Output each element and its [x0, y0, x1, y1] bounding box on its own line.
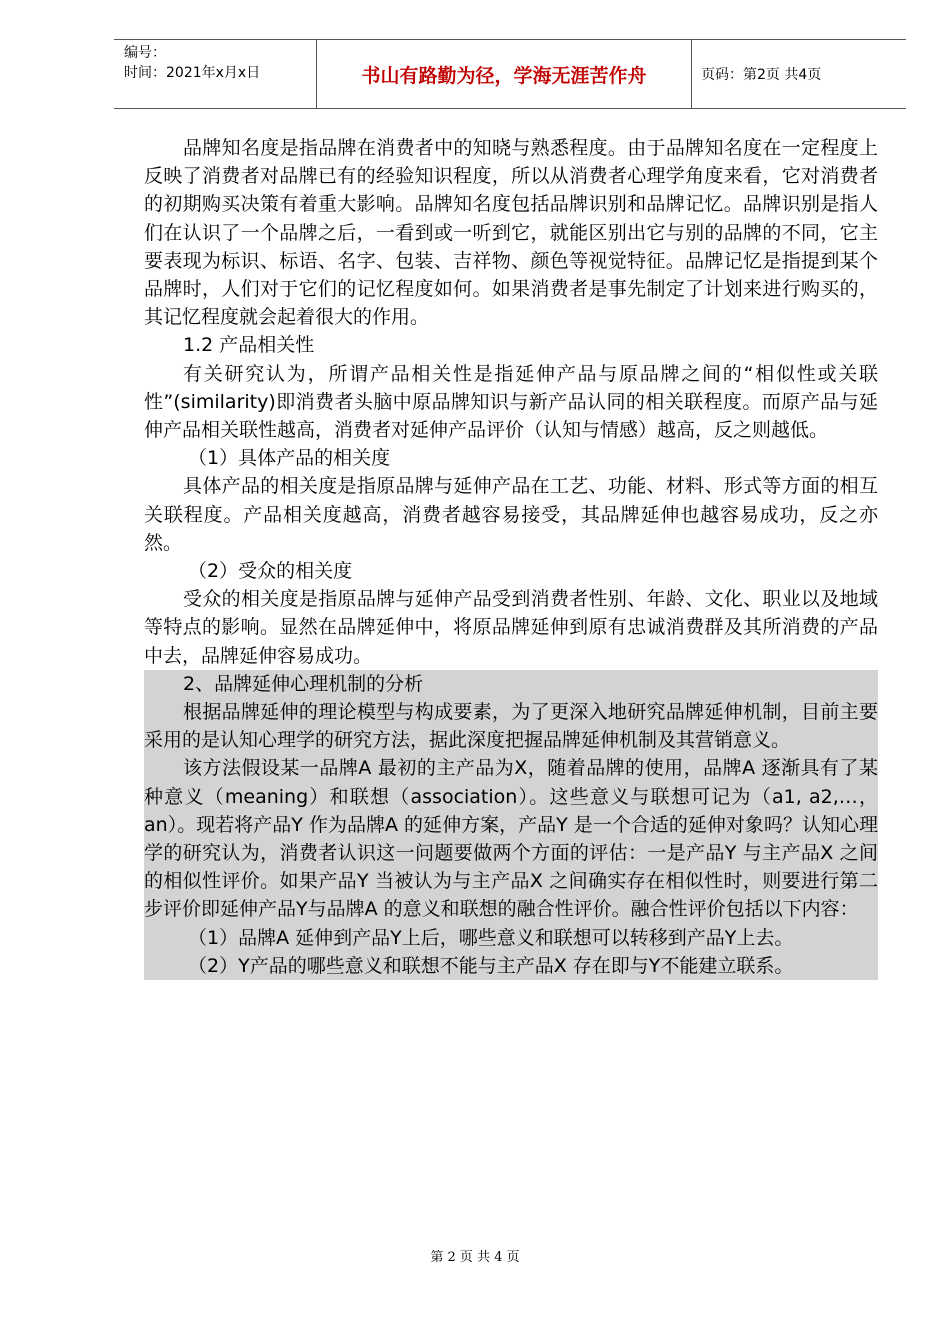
paragraph-mechanism-hypothesis: 该方法假设某一品牌A 最初的主产品为X，随着品牌的使用，品牌A 逐渐具有了某种意义（meaning）和联想（association）。这些意义与联想可记为（a1, a2,…，an）。现若将产品Y 作为品牌A 的延伸方案，产品Y 是一个合适的延伸对象吗？认知心理学的研究认为，消费者认识这一问题要做两个方面的评估：一是产品Y 与主产品X 之间的相似性评价。如果产品Y 当被认为与主产品X 之间确实存在相似性时，则要进行第二步评价即延伸产品Y与品牌A 的意义和联想的融合性评价。融合性评价包括以下内容： — [144, 757, 878, 921]
document-body — [144, 134, 878, 980]
header-meta-cell — [114, 40, 316, 108]
paragraph-mechanism-method: 根据品牌延伸的理论模型与构成要素，为了更深入地研究品牌延伸机制，目前主要采用的是认知心理学的研究方法，据此深度把握品牌延伸机制及其营销意义。 — [144, 701, 878, 752]
paragraph-product-relevance: 有关研究认为，所谓产品相关性是指延伸产品与原品牌之间的“相似性或关联性”(similarity)即消费者头脑中原品牌知识与新产品认同的相关联程度。而原产品与延伸产品相关联性越高，消费者对延伸产品评价（认知与情感）越高，反之则越低。 — [144, 362, 878, 442]
motto-text: 书山有路勤为径，学海无涯苦作舟 — [361, 65, 647, 87]
section-heading-mechanism: 2、品牌延伸心理机制的分析 — [183, 672, 424, 695]
page-footer: 第 2 页 共 4 页 — [430, 1250, 520, 1265]
header-motto-cell — [316, 40, 692, 108]
subheading-specific-product: （1）具体产品的相关度 — [188, 447, 391, 470]
paragraph-audience: 受众的相关度是指原品牌与延伸产品受到消费者性别、年龄、文化、职业以及地域等特点的影响。显然在品牌延伸中，将原品牌延伸到原有忠诚消费群及其所消费的产品中去，品牌延伸容易成功。 — [144, 588, 878, 667]
page-number-label: 页码：第2页 共4页 — [701, 67, 822, 83]
list-item-transfer: （1）品牌A 延伸到产品Y上后，哪些意义和联想可以转移到产品Y上去。 — [188, 926, 794, 949]
number-label: 编号： — [124, 45, 166, 61]
page-header — [114, 39, 906, 109]
paragraph-specific-product: 具体产品的相关度是指原品牌与延伸产品在工艺、功能、材料、形式等方面的相互关联程度。产品相关度越高，消费者越容易接受，其品牌延伸也越容易成功，反之亦然。 — [144, 475, 878, 554]
paragraph-brand-awareness: 品牌知名度是指品牌在消费者中的知晓与熟悉程度。由于品牌知名度在一定程度上反映了消费者对品牌已有的经验知识程度，所以从消费者心理学角度来看，它对消费者的初期购买决策有着重大影响。品牌知名度包括品牌识别和品牌记忆。品牌识别是指人们在认识了一个品牌之后，一看到或一听到它，就能区别出它与别的品牌的不同，它主要表现为标识、标语、名字、包装、吉祥物、颜色等视觉特征。品牌记忆是指提到某个品牌时，人们对于它们的记忆程度如何。如果消费者是事先制定了计划来进行购买的，其记忆程度就会起着很大的作用。 — [144, 137, 878, 329]
time-label: 时间：2021年x月x日 — [124, 65, 261, 81]
highlighted-section — [144, 670, 878, 980]
section-heading-product-relevance: 1.2 产品相关性 — [183, 334, 315, 357]
header-page-cell — [691, 40, 906, 108]
list-item-non-transfer: （2）Y产品的哪些意义和联想不能与主产品X 存在即与Y不能建立联系。 — [188, 954, 794, 977]
subheading-audience: （2）受众的相关度 — [188, 560, 353, 583]
